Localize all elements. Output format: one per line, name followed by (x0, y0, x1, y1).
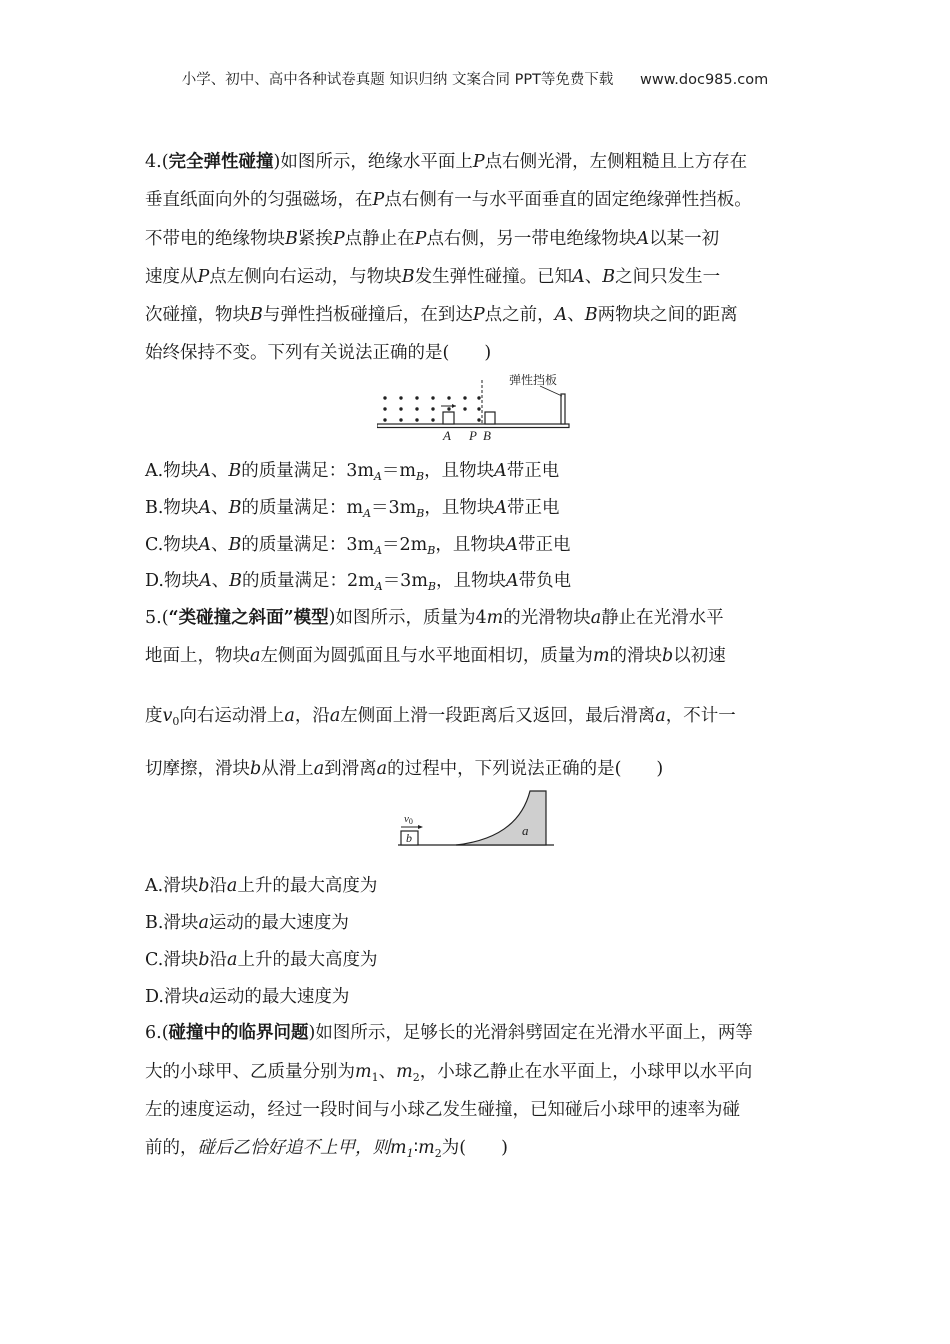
q6-tag: 碰撞中的临界问题 (168, 1023, 309, 1043)
q4-figure (377, 372, 577, 444)
block-B (485, 412, 495, 424)
q4-option-d[interactable]: D.物块A、B的质量满足：$2m_A=3m_B$，且物块A带负电 (145, 571, 572, 593)
q4-option-a[interactable]: A.物块A、B的质量满足：$3m_A=m_B$，且物块A带正电 (145, 461, 560, 483)
q6-line-2: 大的小球甲、乙质量分别为$m_1$、$m_2$，小球乙静止在水平面上，小球甲以水平向 (145, 1062, 753, 1084)
q5-option-c[interactable]: C.滑块b沿a上升的最大高度为 (145, 950, 378, 970)
q4-option-c[interactable]: C.物块A、B的质量满足：$3m_A=2m_B$，且物块A带正电 (145, 535, 571, 557)
q4-option-b[interactable]: B.物块A、B的质量满足：$m_A=3m_B$，且物块A带正电 (145, 498, 560, 520)
q5-option-d[interactable]: D.滑块a运动的最大速度为 (145, 987, 350, 1007)
q4-tag: 完全弹性碰撞 (168, 152, 274, 172)
q4-line-4: 速度从P点左侧向右运动，与物块B发生弹性碰撞。已知A、B之间只发生一 (145, 267, 721, 287)
block-a-curved (456, 791, 546, 845)
label-P: P (469, 428, 477, 443)
label-b: b (406, 831, 412, 845)
q5-line-3: 度$v_0$向右运动滑上a，沿a左侧面上滑一段距离后又返回，最后滑离a，不计一 (145, 706, 736, 728)
q4-line-1: 4.(完全弹性碰撞)如图所示，绝缘水平面上P点右侧光滑，左侧粗糙且上方存在 (145, 152, 748, 172)
q6-line-3: 左的速度运动，经过一段时间与小球乙发生碰撞，已知碰后小球甲的速率为碰 (145, 1100, 740, 1120)
elastic-wall (561, 394, 565, 424)
page-header (0, 68, 950, 89)
label-A: A (443, 428, 451, 443)
q5-option-b[interactable]: B.滑块a运动的最大速度为 (145, 913, 349, 933)
label-B: B (483, 428, 491, 443)
magnetic-field-dots (383, 396, 480, 421)
ground-surface (377, 424, 569, 428)
q5-line-4: 切摩擦，滑块b从滑上a到滑离a的过程中，下列说法正确的是( ) (145, 759, 664, 779)
q5-option-a[interactable]: A.滑块b沿a上升的最大高度为 (145, 876, 378, 896)
block-A (443, 412, 454, 424)
wall-label: 弹性挡板 (509, 373, 558, 387)
q4-line-3: 不带电的绝缘物块B紧挨P点静止在P点右侧，另一带电绝缘物块A以某一初 (145, 229, 720, 249)
q5-figure (398, 788, 558, 850)
q6-line-1: 6.(碰撞中的临界问题)如图所示，足够长的光滑斜劈固定在光滑水平面上，两等 (145, 1023, 753, 1043)
q6-line-4: 前的，碰后乙恰好追不上甲，则$m_1∶m_2$为( ) (145, 1138, 508, 1160)
label-v0: v0 (404, 813, 413, 826)
q5-line-1: 5.(“类碰撞之斜面”模型)如图所示，质量为4m的光滑物块a静止在光滑水平 (145, 608, 724, 628)
label-a: a (522, 823, 529, 838)
q4-line-6: 始终保持不变。下列有关说法正确的是( ) (145, 343, 492, 363)
q4-line-5: 次碰撞，物块B与弹性挡板碰撞后，在到达P点之前，A、B两物块之间的距离 (145, 305, 738, 325)
q5-line-2: 地面上，物块a左侧面为圆弧面且与水平地面相切，质量为m的滑块b以初速 (145, 646, 726, 666)
header-text: 小学、初中、高中各种试卷真题 知识归纳 文案合同 PPT等免费下载 (181, 72, 614, 88)
q5-tag: “类碰撞之斜面”模型 (168, 608, 329, 628)
q4-line-2: 垂直纸面向外的匀强磁场，在P点右侧有一与水平面垂直的固定绝缘弹性挡板。 (145, 190, 752, 210)
header-site-link[interactable]: www.doc985.com (640, 72, 769, 88)
